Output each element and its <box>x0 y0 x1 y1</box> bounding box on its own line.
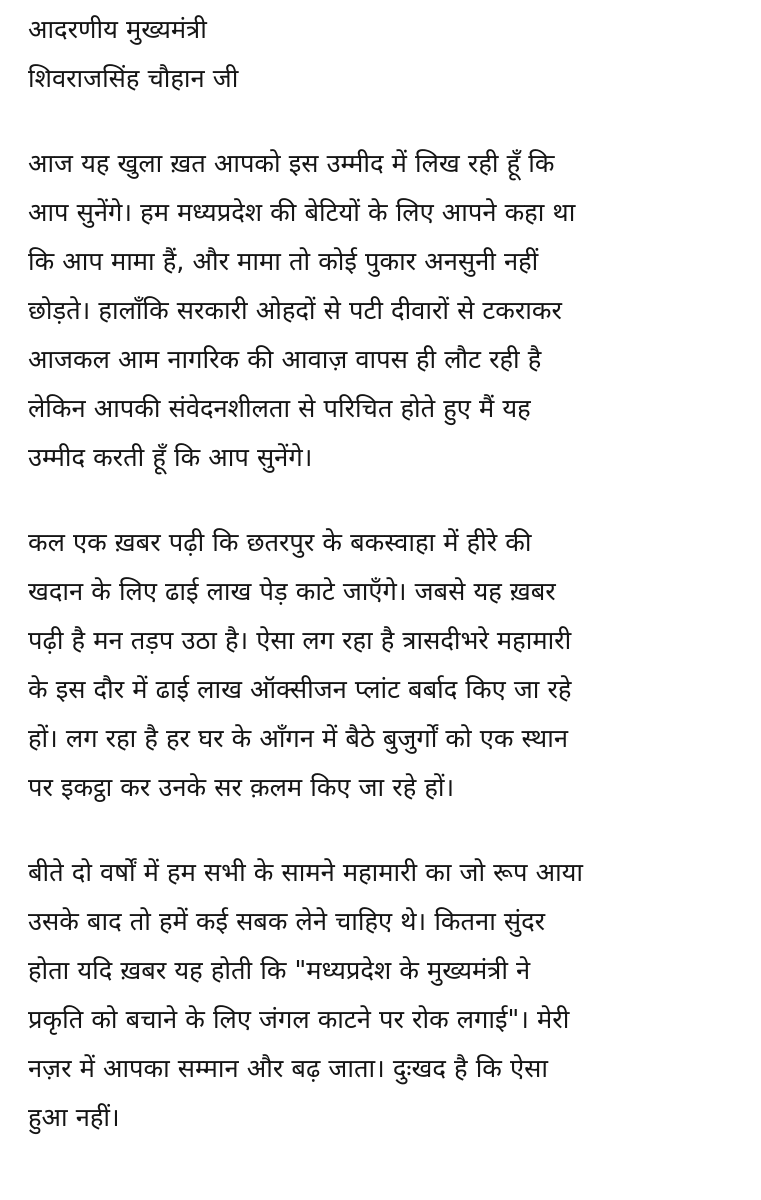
text-line: कल एक ख़बर पढ़ी कि छतरपुर के बकस्वाहा में हीरे की <box>28 528 532 558</box>
text-line: नज़र में आपका सम्मान और बढ़ जाता। दुःखद है कि ऐसा <box>28 1054 548 1084</box>
text-line: उम्मीद करती हूँ कि आप सुनेंगे। <box>28 443 313 473</box>
text-line: आजकल आम नागरिक की आवाज़ वापस ही लौट रही है <box>28 345 542 375</box>
text-line: हों। लग रहा है हर घर के आँगन में बैठे बुजुर्गों को एक स्थान <box>28 724 568 754</box>
letter-body <box>28 6 748 1179</box>
text-line: छोड़ते। हालाँकि सरकारी ओहदों से पटी दीवारों से टकराकर <box>28 296 562 326</box>
paragraph-1 <box>28 140 748 483</box>
text-line: आज यह खुला ख़त आपको इस उम्मीद में लिख रही हूँ कि <box>28 149 555 179</box>
addressee-title: आदरणीय मुख्यमंत्री <box>28 15 207 45</box>
text-line: बीते दो वर्षों में हम सभी के सामने महामारी का जो रूप आया <box>28 858 584 888</box>
paragraph-3 <box>28 849 748 1143</box>
text-line: पर इकट्ठा कर उनके सर क़लम किए जा रहे हों। <box>28 773 455 803</box>
text-line: लेकिन आपकी संवेदनशीलता से परिचित होते हुए मैं यह <box>28 394 531 424</box>
text-line: खदान के लिए ढाई लाख पेड़ काटे जाएँगे। जबसे यह ख़बर <box>28 577 556 607</box>
text-line: उसके बाद तो हमें कई सबक लेने चाहिए थे। कितना सुंदर <box>28 907 546 937</box>
text-line: के इस दौर में ढाई लाख ऑक्सीजन प्लांट बर्बाद किए जा रहे <box>28 675 572 705</box>
paragraph-2 <box>28 519 748 813</box>
text-line: हुआ नहीं। <box>28 1103 120 1133</box>
text-line: होता यदि ख़बर यह होती कि "मध्यप्रदेश के मुख्यमंत्री ने <box>28 956 531 986</box>
salutation <box>28 6 748 104</box>
text-line: कि आप मामा हैं, और मामा तो कोई पुकार अनसुनी नहीं <box>28 247 539 277</box>
text-line: आप सुनेंगे। हम मध्यप्रदेश की बेटियों के लिए आपने कहा था <box>28 198 576 228</box>
text-line: पढ़ी है मन तड़प उठा है। ऐसा लग रहा है त्रासदीभरे महामारी <box>28 626 572 656</box>
addressee-name: शिवराजसिंह चौहान जी <box>28 64 239 94</box>
text-line: प्रकृति को बचाने के लिए जंगल काटने पर रोक लगाई"। मेरी <box>28 1005 570 1035</box>
